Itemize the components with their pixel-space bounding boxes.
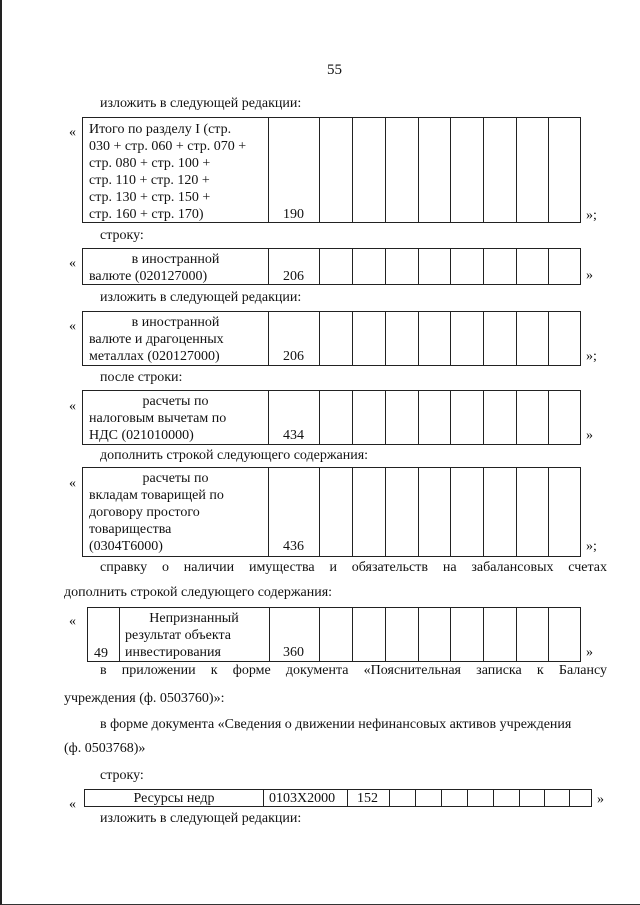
close-quote: » [586, 428, 593, 443]
instruction-text: строку: [100, 228, 144, 243]
table-row-434 [82, 390, 581, 445]
row-code: 434 [283, 428, 304, 443]
instruction-text: учреждения (ф. 0503760)»: [64, 691, 225, 706]
row-label-line: результат объекта [125, 628, 231, 643]
instruction-text: после строки: [100, 370, 183, 385]
page-number: 55 [327, 62, 342, 78]
instruction-text: изложить в следующей редакции: [100, 811, 302, 826]
row-label-line: валюте и драгоценных [89, 332, 224, 347]
table-row-190 [82, 117, 581, 223]
row-label-line: товарищества [89, 522, 172, 537]
row-label-line: Непризнанный [149, 611, 239, 626]
row-label-line: договору простого [89, 505, 200, 520]
instruction-text: в приложении к форме документа «Пояснительная записка к Балансу [100, 663, 607, 678]
close-quote: »; [586, 349, 597, 364]
open-quote: « [69, 476, 76, 491]
close-quote: »; [586, 539, 597, 554]
row-label-line: инвестирования [125, 645, 221, 660]
row-number: 49 [94, 646, 108, 661]
row-label-line: стр. 080 + стр. 100 + [89, 156, 211, 171]
open-quote: « [69, 319, 76, 334]
table-row-436 [82, 467, 581, 557]
row-code: 436 [283, 539, 304, 554]
row-label-line: вкладам товарищей по [89, 488, 224, 503]
row-code: 152 [357, 791, 378, 806]
close-quote: »; [586, 208, 597, 223]
row-label-line: стр. 110 + стр. 120 + [89, 173, 210, 188]
table-row-206 [82, 248, 581, 285]
row-label-line: НДС (021010000) [89, 428, 194, 443]
open-quote: « [69, 399, 76, 414]
instruction-text: дополнить строкой следующего содержания: [64, 585, 333, 600]
row-label-line: в иностранной [131, 315, 220, 330]
open-quote: « [69, 256, 76, 271]
close-quote: » [586, 268, 593, 283]
row-label-line: стр. 160 + стр. 170) [89, 207, 204, 222]
row-code: 206 [283, 269, 304, 284]
open-quote: « [69, 797, 76, 812]
row-label-line: расчеты по [142, 394, 209, 409]
instruction-text: справку о наличии имущества и обязательств на забалансовых счетах [100, 560, 607, 575]
instruction-text: (ф. 0503768)» [64, 741, 146, 756]
row-label-line: в иностранной [131, 252, 220, 267]
table-row-152 [84, 789, 592, 807]
instruction-text: изложить в следующей редакции: [100, 290, 302, 305]
row-code: 190 [283, 207, 304, 222]
open-quote: « [69, 125, 76, 140]
table-row-206-revised [82, 311, 581, 366]
row-account: 0103Х2000 [269, 791, 336, 806]
row-label-line: валюте (020127000) [89, 269, 208, 284]
open-quote: « [69, 614, 76, 629]
row-label-line: налоговым вычетам по [89, 411, 227, 426]
close-quote: » [586, 645, 593, 660]
row-label-line: 030 + стр. 060 + стр. 070 + [89, 139, 247, 154]
row-label-line: металлах (020127000) [89, 349, 220, 364]
instruction-text: изложить в следующей редакции: [100, 96, 302, 111]
row-label-line: (0304Т6000) [89, 539, 163, 554]
row-label-line: Итого по разделу I (стр. [89, 122, 232, 137]
row-label-line: расчеты по [142, 471, 209, 486]
row-label-line: стр. 130 + стр. 150 + [89, 190, 211, 205]
table-row-360 [87, 607, 581, 662]
row-code: 360 [283, 645, 304, 660]
row-label-line: Ресурсы недр [133, 791, 215, 806]
close-quote: » [597, 792, 604, 807]
row-code: 206 [283, 349, 304, 364]
instruction-text: строку: [100, 768, 144, 783]
instruction-text: дополнить строкой следующего содержания: [100, 448, 369, 463]
instruction-text: в форме документа «Сведения о движении нефинансовых активов учреждения [100, 717, 572, 732]
